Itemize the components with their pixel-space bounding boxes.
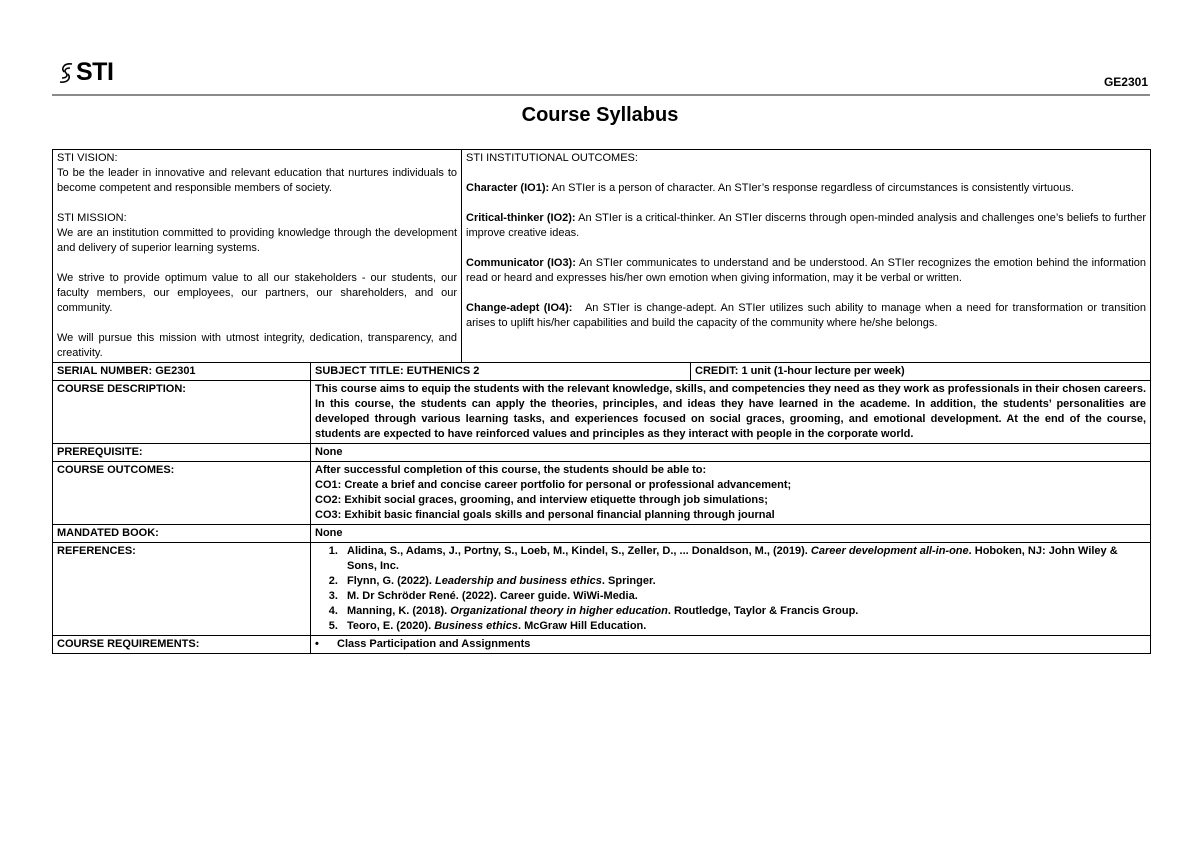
- syllabus-table: [52, 149, 1151, 654]
- reference-item: 5. Teoro, E. (2020). Business ethics. McGraw Hill Education.: [341, 619, 1146, 634]
- requirement-item: • Class Participation and Assignments: [341, 637, 1146, 652]
- outcomes-cell: [462, 150, 1151, 363]
- description-row: [53, 381, 1151, 444]
- outcome-io2: [466, 211, 1146, 241]
- outcome-label: Character (IO1):: [466, 182, 550, 194]
- requirements-list: [315, 637, 1146, 652]
- requirements-row: [53, 636, 1151, 654]
- course-outcomes-label: COURSE OUTCOMES:: [53, 462, 311, 525]
- outcome-io3: [466, 256, 1146, 286]
- references-label: REFERENCES:: [53, 543, 311, 636]
- reference-item: 4. Manning, K. (2018). Organizational theory in higher education. Routledge, Taylor & Francis Group.: [341, 604, 1146, 619]
- sti-logo-mark-icon: [58, 60, 74, 86]
- course-outcomes-row: [53, 462, 1151, 525]
- reference-item: 2. Flynn, G. (2022). Leadership and business ethics. Springer.: [341, 574, 1146, 589]
- outcome-label: Communicator (IO3):: [466, 257, 576, 269]
- outcome-label: Critical-thinker (IO2):: [466, 212, 576, 224]
- references-row: [53, 543, 1151, 636]
- course-outcomes-cell: [311, 462, 1151, 525]
- vision-mission-row: [53, 150, 1151, 363]
- outcome-io4: [466, 301, 1150, 331]
- mission-p1: We are an institution committed to providing knowledge through the development and delivery of superior learning systems.: [57, 227, 458, 254]
- header-divider: [52, 94, 1150, 96]
- references-list: [315, 544, 1146, 634]
- prerequisite-value: None: [311, 444, 1151, 462]
- mission-p2: We strive to provide optimum value to all our stakeholders - our students, our faculty members, our employees, our partners, our shareholders, and our community.: [57, 272, 458, 314]
- course-outcomes-intro: After successful completion of this course, the students should be able to:: [315, 464, 707, 476]
- info-row: [53, 363, 1151, 381]
- page-title: Course Syllabus: [521, 104, 679, 126]
- outcome-text: An STIer is change-adept. An STIer utilizes such ability to manage when a need for transformation or transition arises to uplift his/her capabilities and build the capacity of the community where he/she belongs.: [466, 302, 1150, 329]
- outcome-io1: [466, 181, 1146, 196]
- reference-item: 3. M. Dr Schröder René. (2022). Career guide. WiWi-Media.: [341, 589, 1146, 604]
- credit: CREDIT: 1 unit (1-hour lecture per week): [691, 363, 1151, 381]
- subject-title: SUBJECT TITLE: EUTHENICS 2: [311, 363, 691, 381]
- logo-text: STI: [76, 58, 114, 86]
- description-label: COURSE DESCRIPTION:: [53, 381, 311, 444]
- requirements-cell: [311, 636, 1151, 654]
- requirements-label: COURSE REQUIREMENTS:: [53, 636, 311, 654]
- vision-mission-cell: [53, 150, 462, 363]
- outcome-label: Change-adept (IO4):: [466, 302, 573, 314]
- course-outcome-item: CO3: Exhibit basic financial goals skills and personal financial planning through journal: [315, 509, 775, 521]
- description-text: This course aims to equip the students with the relevant knowledge, skills, and competencies they need as they work as professionals in their chosen careers. In this course, the students can apply the theories, principles, and ideas they have learned in the academe. In addition, the students’ personalities are developed through various learning tasks, and experiences focused on social graces, grooming, and emotional development. At the end of the course, students are expected to have reinforced values and principles as they interact with people in the corporate world.: [311, 381, 1151, 444]
- reference-item: 1. Alidina, S., Adams, J., Portny, S., Loeb, M., Kindel, S., Zeller, D., ... Donaldson, M., (2019). Career development all-in-one. Hoboken, NJ: John Wiley & Sons, Inc.: [341, 544, 1146, 574]
- outcome-text: An STIer is a critical-thinker. An STIer discerns through open-minded analysis and challenges one’s beliefs to further improve creative ideas.: [466, 212, 1147, 239]
- references-cell: [311, 543, 1151, 636]
- mission-p3: We will pursue this mission with utmost integrity, dedication, transparency, and creativity.: [57, 332, 458, 359]
- outcome-text: An STIer communicates to understand and be understood. An STIer recognizes the emotion behind the information read or heard and expresses his/her own emotion when giving information, may it be verbal or written.: [466, 257, 1147, 284]
- vision-text: To be the leader in innovative and relevant education that nurtures individuals to become competent and responsible members of society.: [57, 167, 458, 194]
- serial-number: SERIAL NUMBER: GE2301: [53, 363, 311, 381]
- sti-logo: [58, 58, 113, 87]
- prerequisite-label: PREREQUISITE:: [53, 444, 311, 462]
- document-code: GE2301: [1103, 75, 1148, 89]
- outcome-text: An STIer is a person of character. An STIer’s response regardless of circumstances is consistently virtuous.: [549, 182, 1074, 194]
- outcomes-heading: STI INSTITUTIONAL OUTCOMES:: [466, 152, 638, 164]
- mission-heading: STI MISSION:: [57, 212, 127, 224]
- prerequisite-row: [53, 444, 1151, 462]
- mandated-book-label: MANDATED BOOK:: [53, 525, 311, 543]
- course-outcome-item: CO2: Exhibit social graces, grooming, and interview etiquette through job simulations;: [315, 494, 768, 506]
- mandated-book-row: [53, 525, 1151, 543]
- vision-heading: STI VISION:: [57, 152, 118, 164]
- course-outcome-item: CO1: Create a brief and concise career portfolio for personal or professional advancement;: [315, 479, 792, 491]
- mandated-book-value: None: [311, 525, 1151, 543]
